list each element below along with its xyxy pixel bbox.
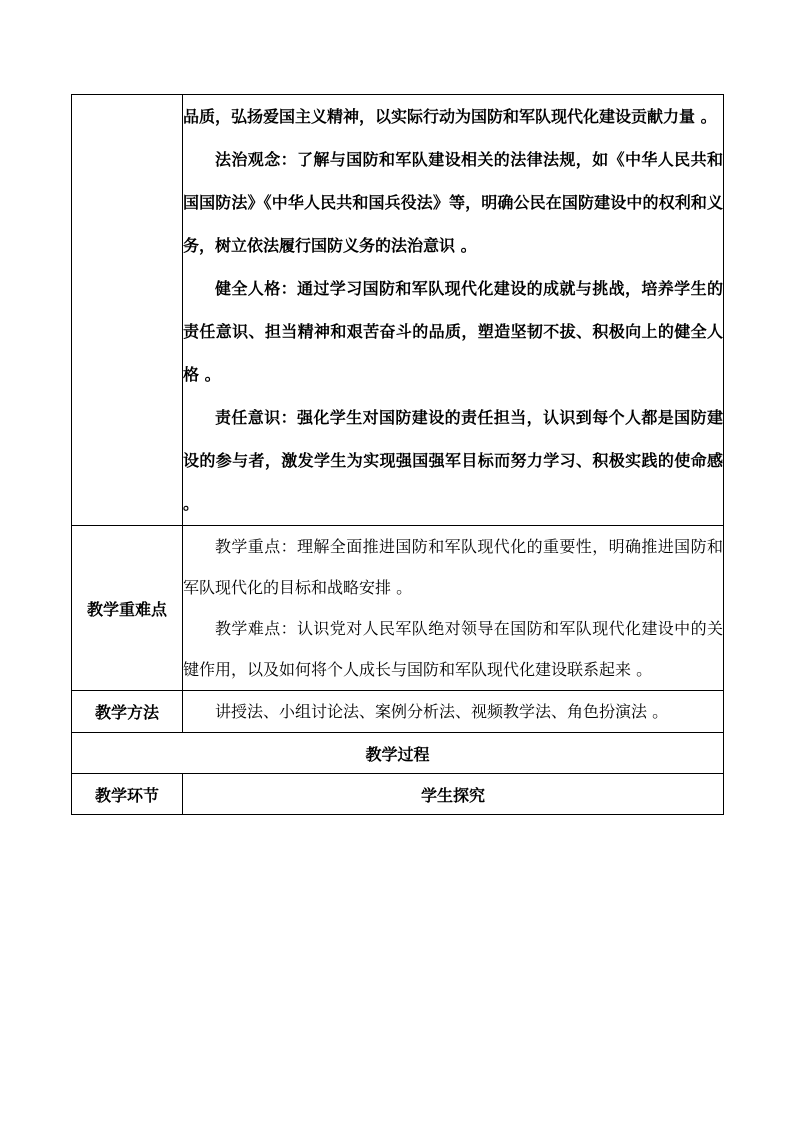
- teaching-process-title: 教学过程: [72, 733, 724, 774]
- literacy-paragraph: 责任意识：强化学生对国防建设的责任担当，认识到每个人都是国防建设的参与者，激发学生为实现强国强军目标而努力学习、积极实践的使命感 。: [183, 408, 723, 513]
- difficult-point-paragraph: 教学难点：认识党对人民军队绝对领导在国防和军队现代化建设中的关键作用，以及如何将个人成长与国防和军队现代化建设联系起来 。: [183, 619, 723, 679]
- literacy-content: [183, 95, 724, 526]
- teaching-methods-content: [183, 691, 724, 733]
- teaching-stage-header: 教学环节: [72, 774, 183, 815]
- literacy-paragraph: 品质，弘扬爱国主义精神，以实际行动为国防和军队现代化建设贡献力量 。: [183, 107, 717, 126]
- literacy-row: [72, 95, 724, 526]
- key-difficult-points-content: [183, 526, 724, 691]
- literacy-label: [72, 95, 183, 526]
- literacy-paragraph: 法治观念：了解与国防和军队建设相关的法律法规，如《中华人民共和国国防法》《中华人民共和国兵役法》等，明确公民在国防建设中的权利和义务，树立依法履行国防义务的法治意识 。: [183, 150, 723, 255]
- key-point-paragraph: 教学重点：理解全面推进国防和军队现代化的重要性，明确推进国防和军队现代化的目标和战略安排 。: [183, 537, 723, 597]
- teaching-methods-label: 教学方法: [72, 691, 183, 733]
- key-difficult-points-label: 教学重难点: [72, 526, 183, 691]
- student-inquiry-header: 学生探究: [183, 774, 724, 815]
- teaching-methods-paragraph: 讲授法、小组讨论法、案例分析法、视频教学法、角色扮演法 。: [215, 702, 669, 721]
- key-difficult-points-row: [72, 526, 724, 691]
- lesson-plan-table: [71, 94, 724, 815]
- teaching-methods-row: [72, 691, 724, 733]
- literacy-paragraph: 健全人格：通过学习国防和军队现代化建设的成就与挑战，培养学生的责任意识、担当精神和艰苦奋斗的品质，塑造坚韧不拔、积极向上的健全人格 。: [183, 279, 723, 384]
- process-header-row: [72, 774, 724, 815]
- teaching-process-row: [72, 733, 724, 774]
